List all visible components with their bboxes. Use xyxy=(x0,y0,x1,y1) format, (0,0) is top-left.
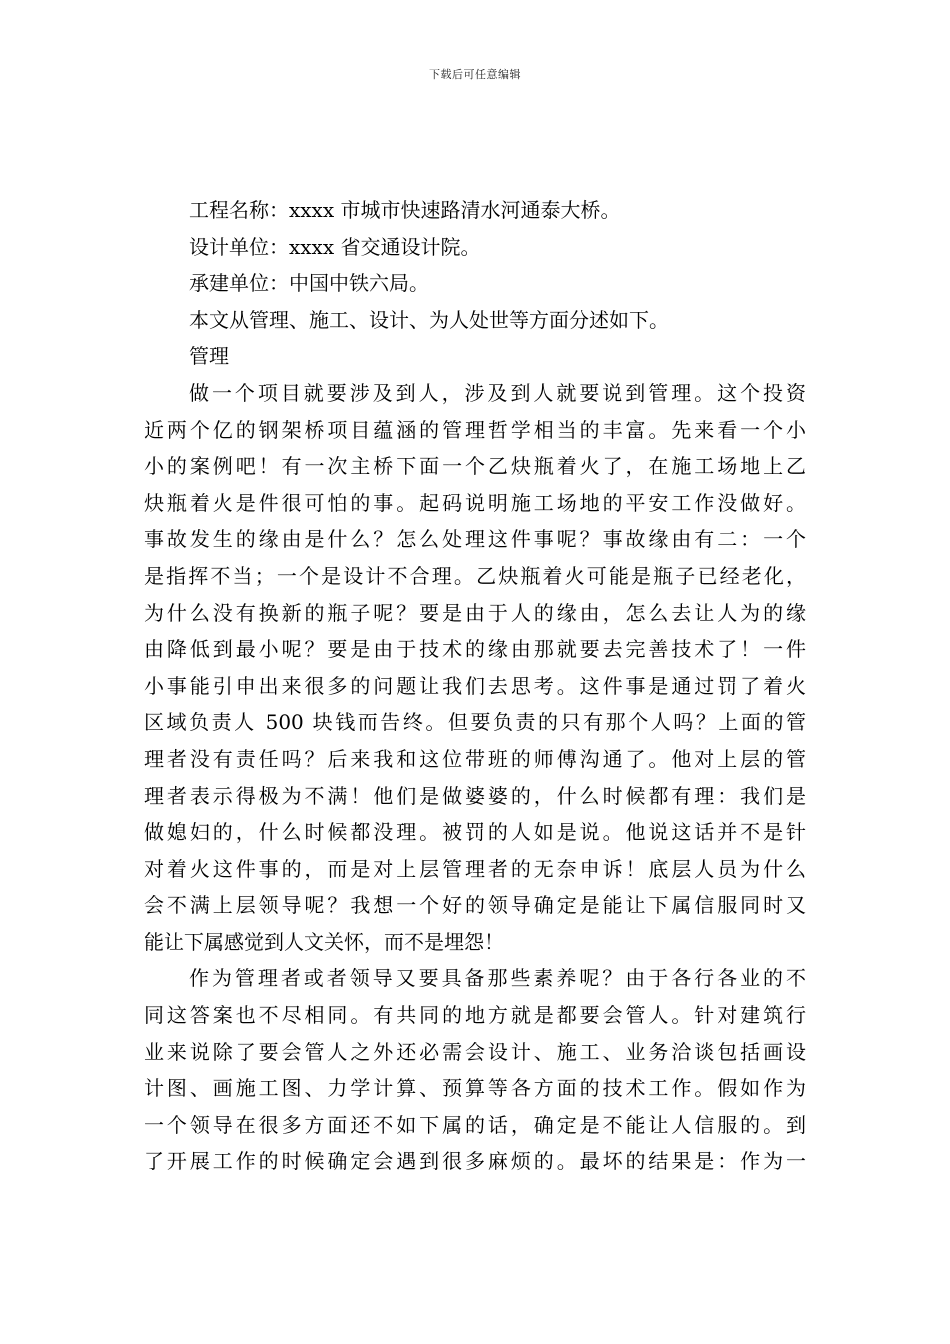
document-body xyxy=(144,192,806,1180)
paragraph-line: 做一个项目就要涉及到人，涉及到人就要说到管理。这个投资 xyxy=(189,380,806,405)
paragraph-line: 了开展工作的时候确定会遇到很多麻烦的。最坏的结果是：作为一 xyxy=(144,1149,806,1174)
paragraph-line: 事故发生的缘由是什么？怎么处理这件事呢？事故缘由有二：一个 xyxy=(144,527,806,552)
paragraph-line: 为什么没有换新的瓶子呢？要是由于人的缘由，怎么去让人为的缘 xyxy=(144,600,806,625)
paragraph-line: 会不满上层领导呢？我想一个好的领导确定是能让下属信服同时又 xyxy=(144,893,806,918)
paragraph-line: 作为管理者或者领导又要具备那些素养呢？由于各行各业的不 xyxy=(189,966,806,991)
paragraph-line: 一个领导在很多方面还不如下属的话，确定是不能让人信服的。到 xyxy=(144,1112,806,1137)
paragraph-2 xyxy=(144,960,806,1180)
paragraph-line: 近两个亿的钢架桥项目蕴涵的管理哲学相当的丰富。先来看一个小 xyxy=(144,417,806,442)
intro-line: 本文从管理、施工、设计、为人处世等方面分述如下。 xyxy=(189,307,669,332)
section-heading: 管理 xyxy=(189,344,229,369)
paragraph-line: 小的案例吧！有一次主桥下面一个乙炔瓶着火了，在施工场地上乙 xyxy=(144,454,806,479)
paragraph-1 xyxy=(144,375,806,961)
project-name-line: 工程名称：xxxx 市城市快速路清水河通泰大桥。 xyxy=(189,198,621,222)
paragraph-line: 小事能引申出来很多的问题让我们去思考。这件事是通过罚了着火 xyxy=(144,673,806,698)
paragraph-line: 是指挥不当；一个是设计不合理。乙炔瓶着火可能是瓶子已经老化， xyxy=(144,563,806,588)
paragraph-line: 业来说除了要会管人之外还必需会设计、施工、业务洽谈包括画设 xyxy=(144,1039,806,1064)
paragraph-line: 炔瓶着火是件很可怕的事。起码说明施工场地的平安工作没做好。 xyxy=(144,490,806,515)
paragraph-line: 由降低到最小呢？要是由于技术的缘由那就要去完善技术了！一件 xyxy=(144,637,806,662)
paragraph-line: 理者没有责任吗？后来我和这位带班的师傅沟通了。他对上层的管 xyxy=(144,746,806,771)
paragraph-line: 能让下属感觉到人文关怀，而不是埋怨！ xyxy=(144,929,504,954)
paragraph-line: 对着火这件事的，而是对上层管理者的无奈申诉！底层人员为什么 xyxy=(144,856,806,881)
contractor-line: 承建单位：中国中铁六局。 xyxy=(189,271,429,296)
paragraph-line: 做媳妇的，什么时候都没理。被罚的人如是说。他说这话并不是针 xyxy=(144,820,806,845)
paragraph-line: 计图、画施工图、力学计算、预算等各方面的技术工作。假如作为 xyxy=(144,1076,806,1101)
design-unit-line: 设计单位：xxxx 省交通设计院。 xyxy=(189,234,481,259)
header-note: 下载后可任意编辑 xyxy=(429,68,521,81)
paragraph-line: 同这答案也不尽相同。有共同的地方就是都要会管人。针对建筑行 xyxy=(144,1003,806,1028)
paragraph-line: 区域负责人 500 块钱而告终。但要负责的只有那个人吗？上面的管 xyxy=(144,710,806,735)
paragraph-line: 理者表示得极为不满！他们是做婆婆的，什么时候都有理：我们是 xyxy=(144,783,806,808)
